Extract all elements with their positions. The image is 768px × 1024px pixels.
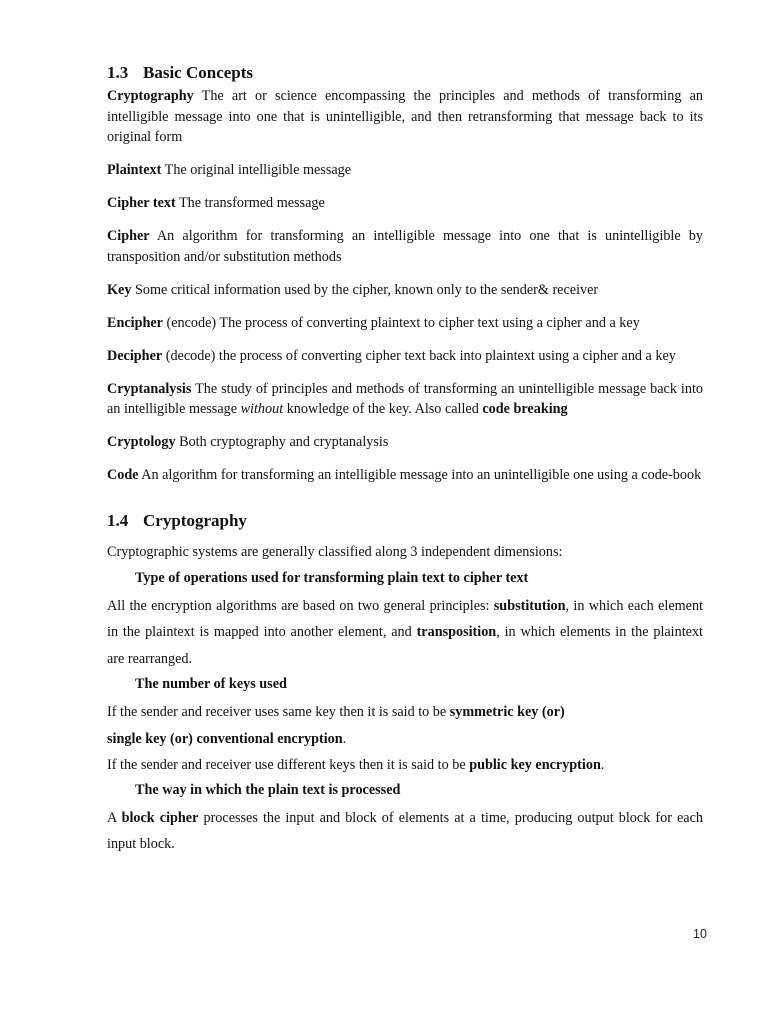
- section-title: Basic Concepts: [143, 63, 254, 82]
- definition-decipher: [107, 346, 703, 367]
- definition-plaintext: [107, 160, 703, 181]
- subheading-operations: Type of operations used for transforming plain text to cipher text: [135, 569, 529, 586]
- definition-text: The transformed message: [175, 195, 325, 211]
- definition-term: Encipher: [107, 314, 163, 331]
- paragraph-text: processes the input and block of elements at a time, producing output block for each input block.: [107, 809, 703, 852]
- definition-encipher: [107, 313, 703, 334]
- definition-text: An algorithm for transforming an intelligible message into one that is unintelligible by transposition and/or substitution methods: [107, 228, 703, 265]
- definition-text: Some critical information used by the cipher, known only to the sender& receiver: [131, 281, 599, 298]
- paragraph-text: If the sender and receiver uses same key then it is said to be: [107, 704, 450, 720]
- section-heading-cryptography: [107, 510, 703, 532]
- paragraph-text: If the sender and receiver use different keys then it is said to be: [107, 757, 470, 773]
- paragraph-symmetric-line2: [107, 726, 703, 753]
- bold-term-public-key: public key encryption: [469, 757, 601, 773]
- definition-term: Cipher: [107, 228, 150, 244]
- definition-term: Decipher: [107, 347, 163, 364]
- page-content: [107, 62, 703, 860]
- bold-term-block-cipher: block cipher: [121, 809, 199, 826]
- paragraph-public-key: [107, 752, 703, 779]
- paragraph-text: All the encryption algorithms are based on two general principles:: [107, 597, 494, 614]
- bold-term-substitution: substitution: [493, 597, 566, 614]
- paragraph-operations: [107, 593, 703, 673]
- definition-term: Plaintext: [107, 162, 162, 178]
- subheading-plain-text-processing: The way in which the plain text is processed: [135, 781, 401, 798]
- paragraph-text: , in which each element in the plaintext is mapped into another element, and: [107, 597, 703, 640]
- definition-cryptography: [107, 86, 703, 148]
- definition-text: The art or science encompassing the principles and methods of transforming an intelligible message into one that is unintelligible, and then retransforming that message back to its original form: [107, 88, 703, 145]
- definition-term: Code: [107, 467, 139, 483]
- definition-cipher: [107, 226, 703, 267]
- bold-term-transposition: transposition: [416, 624, 497, 640]
- section-title: Cryptography: [143, 510, 247, 530]
- paragraph-symmetric-line1: [107, 699, 703, 726]
- definition-term: Key: [107, 281, 132, 298]
- definition-code: [107, 465, 703, 486]
- definition-text: Both cryptography and cryptanalysis: [175, 434, 389, 450]
- paragraph-text: .: [600, 757, 605, 773]
- definition-term: Cipher text: [107, 195, 176, 211]
- section-heading-basic-concepts: [107, 62, 703, 84]
- subheading-number-of-keys: The number of keys used: [135, 676, 287, 692]
- definition-text: (encode) The process of converting plaintext to cipher text using a cipher and a key: [162, 314, 640, 331]
- section-number: 1.4: [107, 510, 129, 530]
- definition-cryptanalysis: [107, 379, 703, 420]
- definition-text: An algorithm for transforming an intelligible message into an unintelligible one using a code-book: [138, 467, 702, 483]
- paragraph-text: .: [342, 730, 347, 747]
- section-number: 1.3: [107, 63, 129, 82]
- definition-text: (decode) the process of converting cipher text back into plaintext using a cipher and a key: [162, 347, 676, 364]
- paragraph-text: , in which elements in the plaintext are rearranged.: [107, 624, 703, 667]
- definition-text: The original intelligible message: [161, 162, 352, 178]
- definition-bold-phrase: code breaking: [482, 401, 568, 417]
- definition-term: Cryptography: [107, 88, 194, 104]
- paragraph-block-cipher: [107, 805, 703, 858]
- bold-term-symmetric-key: symmetric key (or): [449, 704, 565, 720]
- definition-text: The study of principles and methods of transforming an unintelligible message back into an intelligible message: [107, 380, 703, 417]
- definition-key: [107, 280, 703, 301]
- definition-cryptology: [107, 432, 703, 453]
- bold-term-conventional: single key (or) conventional encryption: [107, 730, 343, 747]
- definition-italic-word: without: [240, 401, 284, 417]
- definition-text-continued: knowledge of the key. Also called: [283, 401, 483, 417]
- definition-term: Cryptology: [107, 434, 176, 450]
- definition-cipher-text: [107, 193, 703, 214]
- section-intro: Cryptographic systems are generally classified along 3 independent dimensions:: [107, 543, 563, 560]
- page-number: 10: [693, 927, 707, 941]
- paragraph-text: A: [107, 809, 122, 826]
- definition-term: Cryptanalysis: [107, 380, 192, 397]
